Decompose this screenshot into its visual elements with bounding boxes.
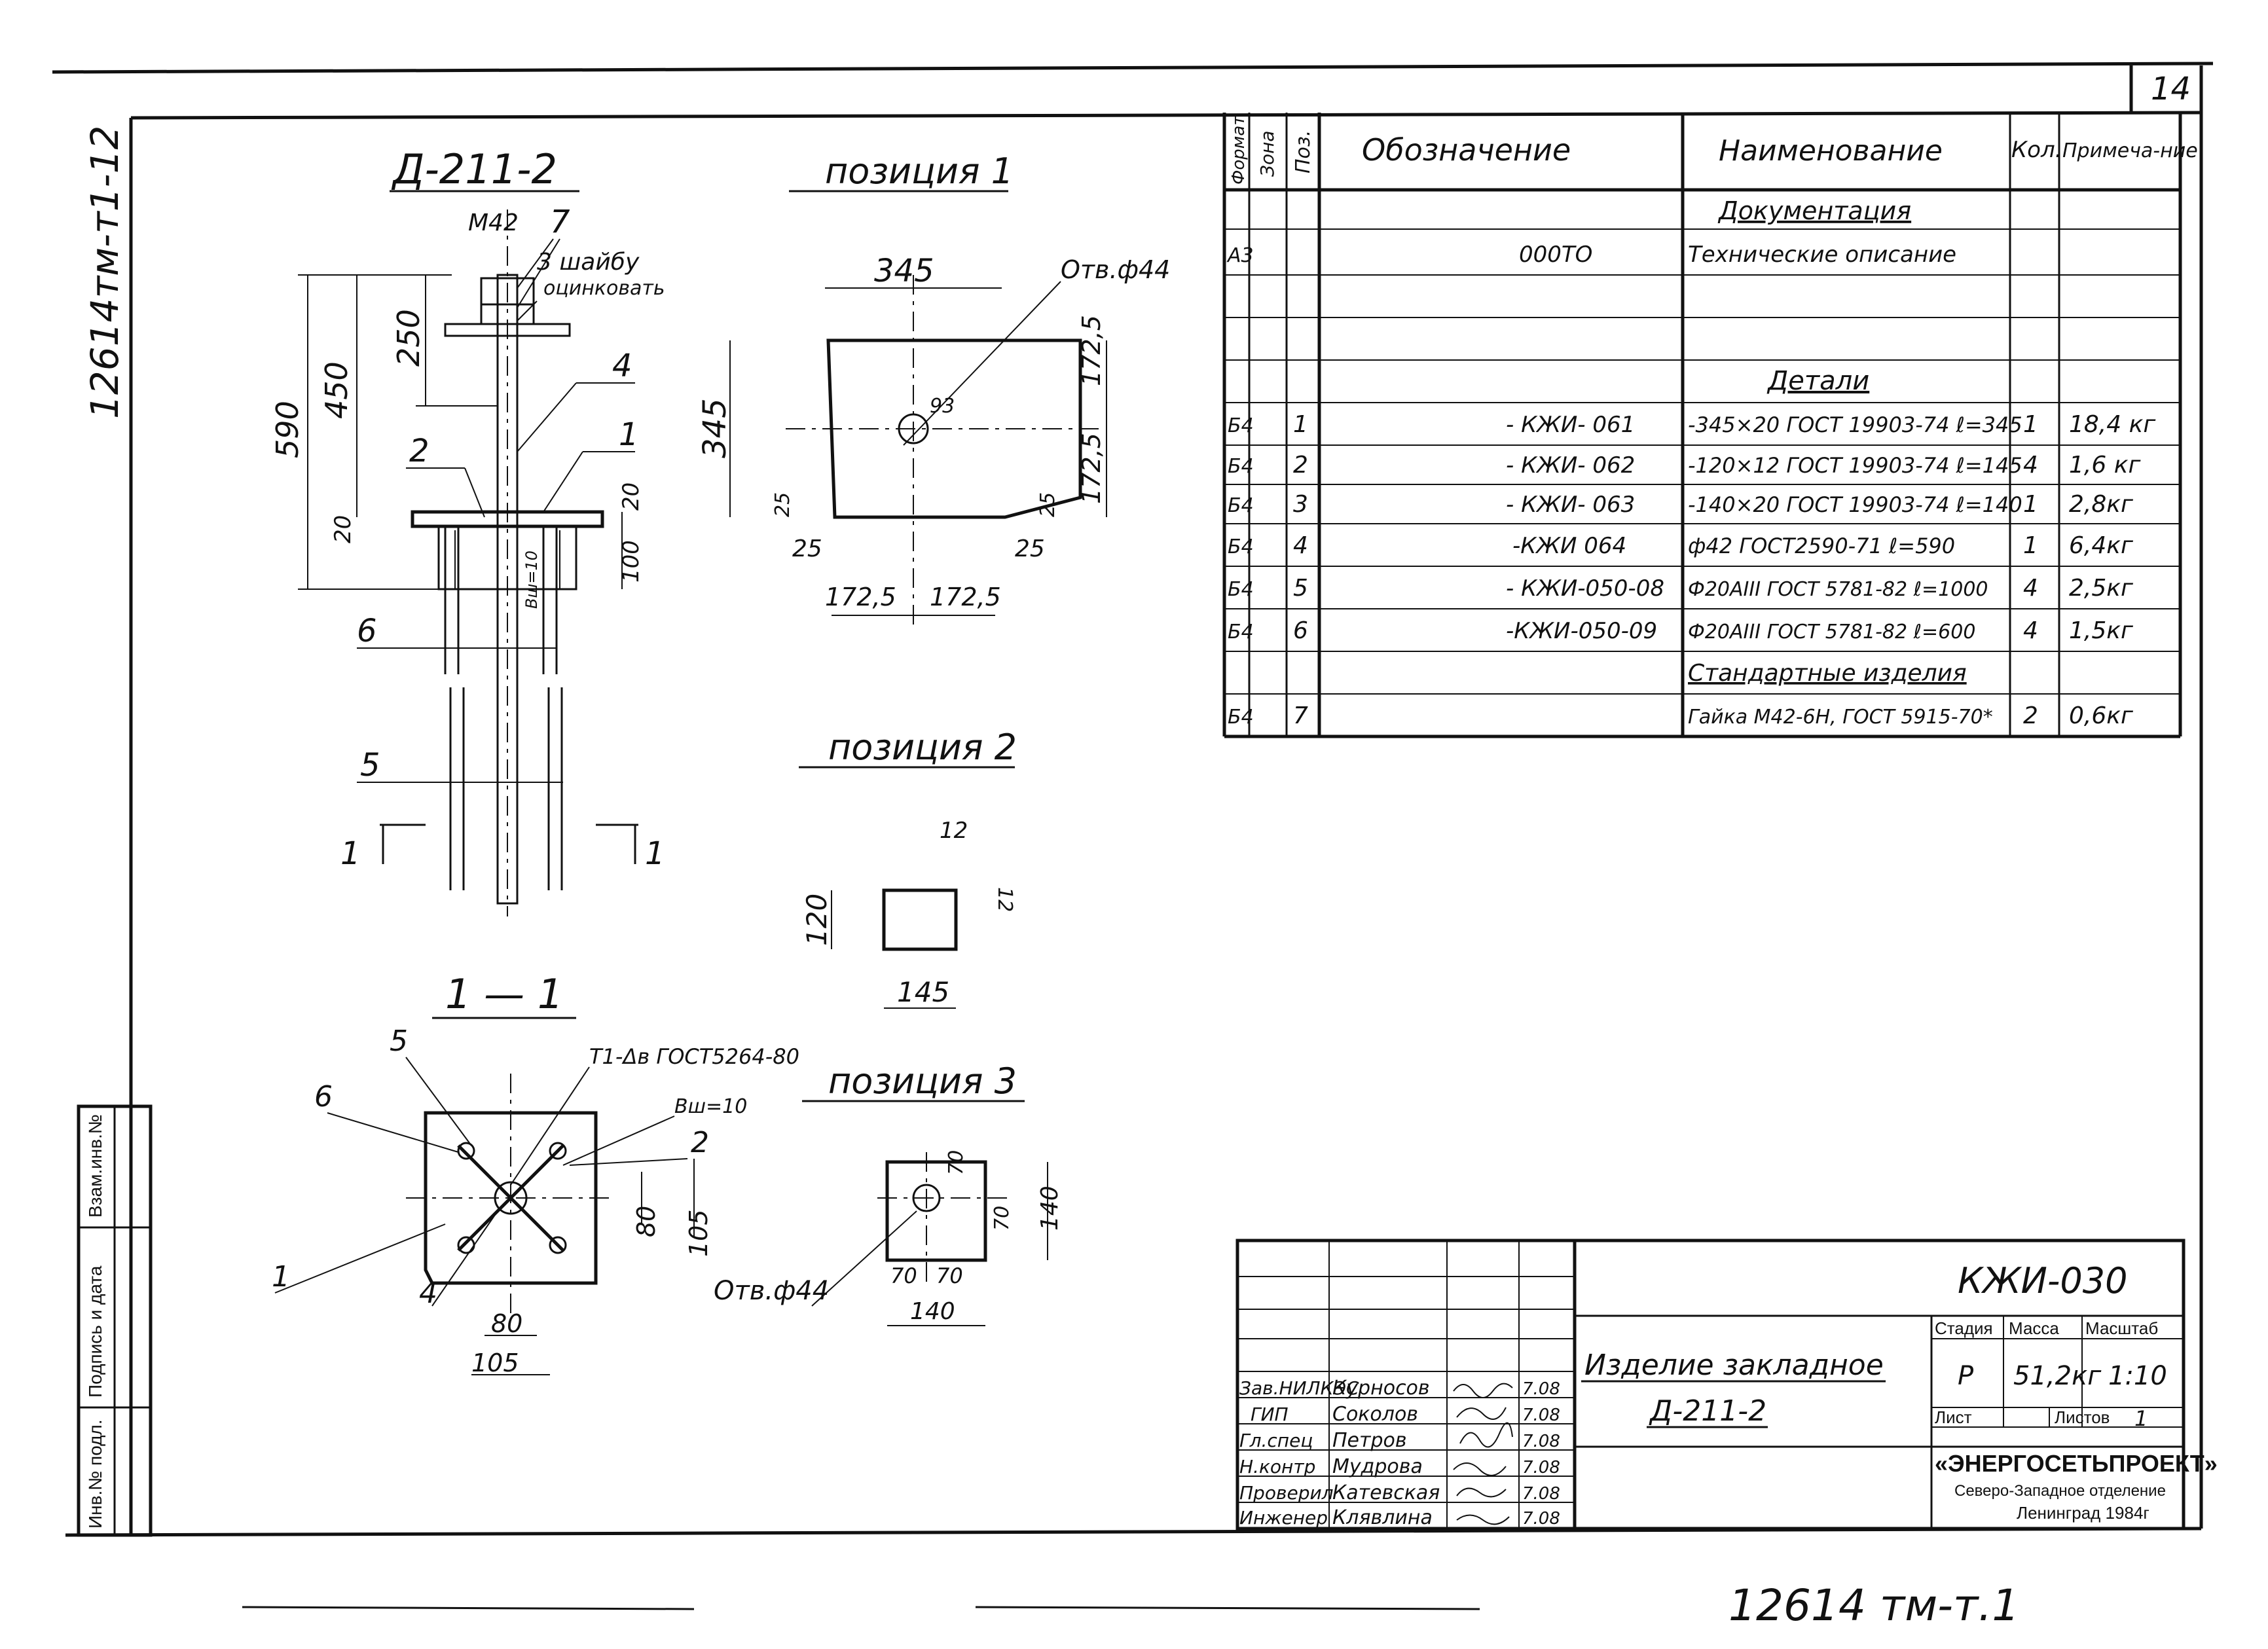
section-leader-5: 5 [390, 1024, 408, 1058]
main-view [270, 145, 665, 916]
section-parts: Детали [1768, 366, 1870, 396]
pos3-dim-70c: 70 [890, 1263, 917, 1288]
pos1-dim-25-d: 25 [1036, 492, 1059, 517]
row3-format: Б4 [1228, 494, 1254, 517]
row4-format: Б4 [1228, 535, 1254, 558]
pos2-dim-12b: 12 [993, 887, 1016, 913]
pos1-dim-1725-d: 172,5 [930, 583, 1001, 611]
person3-date: 7.08 [1522, 1432, 1560, 1451]
person1-role: Зав.НИЛКЭС [1239, 1377, 1359, 1399]
pos3-dim-140v: 140 [1036, 1186, 1063, 1231]
pos2-dim-12a: 12 [940, 818, 968, 844]
signatures [1454, 1384, 1512, 1525]
spec-table [1224, 113, 2198, 736]
title-block [1237, 1241, 2218, 1529]
tb-person-row [1239, 1481, 1560, 1504]
pos1-hole: Отв.ф44 [1061, 255, 1171, 284]
person2-name: Соколов [1332, 1403, 1418, 1426]
side-code: 12614тм-т1-12 [82, 125, 127, 419]
tb-org2: Северо-Западное отделение [1954, 1482, 2166, 1500]
row6-designation: -КЖИ-050-09 [1506, 618, 1658, 644]
section-leader-1: 1 [272, 1260, 290, 1294]
row1-qty: 1 [2023, 411, 2038, 438]
weld-vsh-main: Bш=10 [522, 550, 541, 609]
row3-name: -140×20 ГОСТ 19903-74 ℓ=140 [1688, 492, 2022, 517]
row1-format: Б4 [1228, 414, 1254, 437]
doc-format: А3 [1228, 244, 1254, 267]
person1-date: 7.08 [1522, 1379, 1560, 1399]
row5-note: 2,5кг [2069, 575, 2133, 602]
person2-role: ГИП [1251, 1404, 1289, 1425]
weld-note: Т1-Δв ГОСТ5264-80 [589, 1044, 799, 1069]
section-title: 1 — 1 [445, 970, 564, 1018]
tb-mass: 51,2кг [2013, 1361, 2102, 1391]
pos1-dim-25-c: 25 [771, 492, 794, 517]
person3-name: Петров [1332, 1429, 1407, 1452]
pos1-dim-345-h: 345 [874, 253, 934, 289]
washer-note-2: оцинковать [543, 277, 665, 300]
row3-note: 2,8кг [2069, 491, 2133, 518]
std-name: Гайка М42-6Н, ГОСТ 5915-70* [1688, 706, 1993, 729]
replace-inv-label: Взам.инв.№ [85, 1114, 105, 1218]
row6-format: Б4 [1228, 621, 1254, 643]
bottom-code: 12614 тм-т.1 [1728, 1580, 2020, 1631]
row4-note: 6,4кг [2069, 532, 2133, 559]
pos1-dim-345-v: 345 [697, 398, 733, 458]
row5-name: Ф20АIII ГОСТ 5781-82 ℓ=1000 [1688, 578, 1988, 601]
hdr-zone: Зона [1256, 130, 1278, 177]
hdr-name: Наименование [1719, 134, 1943, 168]
position-3-view [714, 1060, 1063, 1326]
inv-original-label: Инв.№ подл. [85, 1419, 105, 1529]
section-leader-4: 4 [419, 1277, 437, 1310]
tb-city: Ленинград 1984г [2017, 1503, 2149, 1523]
row6-name: Ф20АIII ГОСТ 5781-82 ℓ=600 [1688, 621, 1976, 643]
section-leader-6: 6 [314, 1080, 333, 1114]
spec-row [1228, 575, 2134, 602]
spec-row [1228, 702, 2134, 729]
washer-note-1: 3 шайбу [537, 249, 640, 276]
pos3-dim-70b: 70 [991, 1205, 1014, 1231]
sign-date-label: Подпись и дата [85, 1265, 105, 1398]
section-view [272, 970, 799, 1377]
pos3-dim-70a: 70 [945, 1150, 968, 1175]
row1-note: 18,4 кг [2069, 411, 2156, 438]
person6-date: 7.08 [1522, 1509, 1560, 1529]
leader-7: 7 [550, 204, 570, 240]
person5-name: Катевская [1332, 1481, 1440, 1504]
hdr-format: Формат [1229, 115, 1249, 185]
std-format: Б4 [1228, 706, 1254, 729]
row1-name: -345×20 ГОСТ 19903-74 ℓ=345 [1688, 412, 2022, 437]
tb-sheet-h: Лист [1935, 1407, 1972, 1427]
leader-6: 6 [357, 613, 377, 649]
row5-format: Б4 [1228, 578, 1254, 601]
main-view-title: Д-211-2 [393, 145, 557, 193]
pos1-dim-25-a: 25 [792, 535, 822, 562]
dim-80-horiz: 80 [491, 1309, 523, 1338]
person2-date: 7.08 [1522, 1405, 1560, 1425]
doc-name: Технические описание [1688, 242, 1957, 268]
leader-2: 2 [409, 433, 430, 469]
sheet-number: 14 [2151, 71, 2191, 107]
section-docs: Документация [1719, 196, 1912, 225]
tb-stage-h: Стадия [1935, 1318, 1993, 1338]
rebars [445, 526, 562, 890]
row5-pos: 5 [1293, 575, 1308, 602]
person6-name: Клявлина [1332, 1506, 1433, 1529]
section-mark-left: 1 [340, 835, 361, 872]
row3-qty: 1 [2023, 491, 2038, 518]
pos3-title: позиция 3 [828, 1060, 1017, 1102]
pos2-title: позиция 2 [828, 727, 1017, 768]
person5-date: 7.08 [1522, 1484, 1560, 1504]
position-1-view [697, 151, 1170, 628]
pos1-dim-1725-c: 172,5 [825, 583, 896, 611]
tb-sheets: 1 [2134, 1406, 2148, 1431]
weld-vsh: Bш=10 [674, 1095, 748, 1118]
row2-qty: 4 [2023, 452, 2038, 479]
pos1-r93: 93 [930, 395, 955, 418]
row2-format: Б4 [1228, 455, 1254, 478]
position-2-view [799, 727, 1017, 1008]
row5-qty: 4 [2023, 575, 2038, 602]
row1-designation: - КЖИ- 061 [1506, 412, 1636, 438]
sheet-frame [52, 63, 2213, 1631]
person5-role: Проверил [1239, 1482, 1334, 1504]
row1-pos: 1 [1293, 411, 1308, 438]
section-leader-2: 2 [691, 1126, 709, 1159]
person3-role: Гл.спец [1239, 1430, 1313, 1451]
spec-row [1228, 617, 2134, 644]
dim-100: 100 [618, 540, 644, 583]
pos1-dim-1725-b: 172,5 [1077, 433, 1106, 504]
row4-qty: 1 [2023, 532, 2038, 559]
row2-pos: 2 [1293, 452, 1308, 479]
pos1-dim-25-b: 25 [1015, 535, 1045, 562]
tb-person-row [1251, 1403, 1560, 1426]
hdr-pos: Поз. [1292, 130, 1315, 173]
row2-name: -120×12 ГОСТ 19903-74 ℓ=145 [1688, 453, 2022, 478]
dim-20-right: 20 [618, 482, 644, 511]
pos2-dim-120: 120 [801, 893, 833, 946]
dim-20-left: 20 [330, 515, 356, 543]
tb-org: «ЭНЕРГОСЕТЬПРОЕКТ» [1935, 1450, 2218, 1477]
row4-name: ф42 ГОСТ2590-71 ℓ=590 [1688, 534, 1956, 558]
pos2-dim-145: 145 [897, 976, 950, 1008]
row6-pos: 6 [1293, 617, 1308, 644]
tb-stage: Р [1958, 1361, 1974, 1391]
person6-role: Инженер [1239, 1507, 1328, 1529]
std-note: 0,6кг [2069, 702, 2133, 729]
spec-row [1228, 491, 2134, 518]
hdr-qty: Кол. [2011, 137, 2062, 163]
pos1-title: позиция 1 [825, 151, 1014, 192]
pos1-dim-1725-a: 172,5 [1077, 315, 1106, 386]
tb-sheets-h: Листов [2055, 1407, 2110, 1427]
row5-designation: - КЖИ-050-08 [1506, 575, 1664, 602]
hdr-note: Примеча-ние [2062, 139, 2198, 162]
side-stamp [79, 1106, 151, 1535]
pos3-dim-70d: 70 [936, 1263, 963, 1288]
row6-qty: 4 [2023, 617, 2038, 644]
dim-450: 450 [319, 361, 354, 419]
spec-row [1228, 452, 2141, 479]
dim-105-vert: 105 [684, 1209, 713, 1257]
person1-name: Курносов [1332, 1377, 1430, 1400]
row4-designation: -КЖИ 064 [1512, 533, 1627, 559]
person4-role: Н.контр [1239, 1456, 1316, 1477]
row4-pos: 4 [1293, 532, 1308, 559]
std-pos: 7 [1293, 702, 1308, 729]
std-qty: 2 [2023, 702, 2038, 729]
section-mark-right: 1 [645, 835, 665, 872]
tb-code: КЖИ-030 [1958, 1260, 2128, 1301]
person4-name: Мудрова [1332, 1455, 1423, 1478]
spec-row [1228, 411, 2156, 438]
dim-250: 250 [391, 309, 426, 367]
tb-person-row [1239, 1506, 1560, 1529]
leader-4: 4 [612, 348, 632, 384]
row6-note: 1,5кг [2069, 617, 2133, 644]
leader-1: 1 [619, 416, 639, 453]
pos3-hole: Отв.ф44 [714, 1276, 830, 1306]
row2-designation: - КЖИ- 062 [1506, 452, 1636, 479]
tb-mass-h: Масса [2009, 1318, 2059, 1338]
doc-designation: 000ТО [1519, 242, 1593, 268]
hdr-designation: Обозначение [1362, 132, 1571, 168]
pos3-dim-140h: 140 [910, 1298, 955, 1325]
row2-note: 1,6 кг [2069, 452, 2141, 479]
tb-scale: 1:10 [2108, 1361, 2167, 1391]
leader-5: 5 [360, 747, 380, 784]
spec-row [1228, 532, 2134, 559]
section-std: Стандартные изделия [1688, 660, 1967, 687]
tb-product-1: Изделие закладное [1584, 1349, 1884, 1382]
tb-product-2: Д-211-2 [1650, 1394, 1767, 1428]
dim-590: 590 [270, 401, 305, 458]
tb-person-row [1239, 1455, 1560, 1478]
row3-pos: 3 [1293, 491, 1308, 518]
person4-date: 7.08 [1522, 1458, 1560, 1477]
m42-label: М42 [468, 209, 519, 236]
tb-scale-h: Масштаб [2085, 1318, 2159, 1338]
row3-designation: - КЖИ- 063 [1506, 492, 1636, 518]
dim-80-vert: 80 [632, 1205, 661, 1237]
dim-105-horiz: 105 [471, 1349, 519, 1377]
